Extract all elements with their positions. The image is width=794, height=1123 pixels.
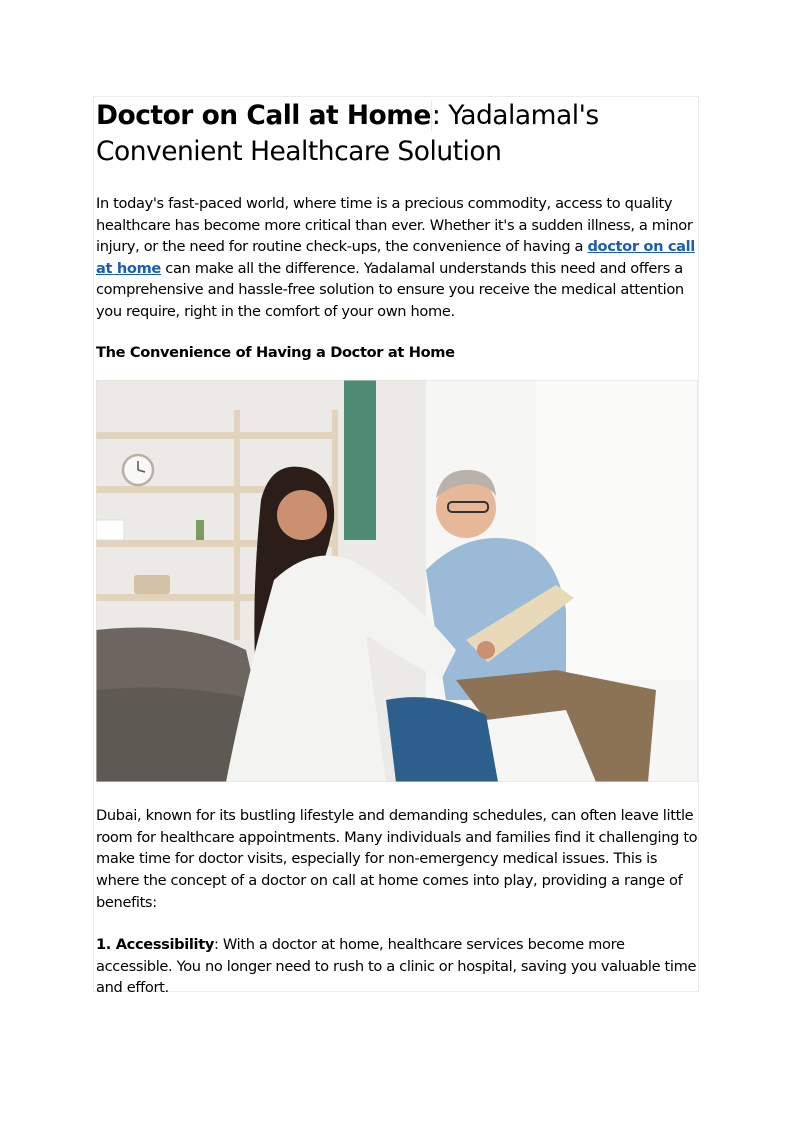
intro-text-after-link: can make all the difference. Yadalamal understands this need and offers a comprehensive and hassle-free solution to ensure you receive the medical attention you require, right in the comfort of your own home. [96,259,684,320]
section-heading: The Convenience of Having a Doctor at Home [96,343,455,361]
accessibility-label: 1. Accessibility [96,936,214,954]
doctor-on-call-link[interactable]: doctor on call at home [96,238,695,277]
intro-paragraph [96,193,698,323]
doctor-visit-photo [96,380,698,782]
accessibility-text: : With a doctor at home, healthcare services become more accessible. You no longer need to rush to a clinic or hospital, saving you valuable time and effort. [96,936,697,997]
accessibility-paragraph [96,934,698,999]
title-bold: Doctor on Call at Home [96,100,431,131]
article [96,98,698,999]
title-rest: : Yadalamal's Convenient Healthcare Solution [96,100,599,167]
dubai-paragraph: Dubai, known for its bustling lifestyle and demanding schedules, can often leave little room for healthcare appointments. Many individuals and families find it challenging to make time for doctor visits, especially for non-emergency medical issues. This is where the concept of a doctor on call at home comes into play, providing a range of benefits: [96,807,698,911]
page-title [96,98,698,170]
intro-text-before-link: In today's fast-paced world, where time is a precious commodity, access to quality healthcare has become more critical than ever. Whether it's a sudden illness, a minor injury, or the need for routine check-ups, the convenience of having a [96,195,693,256]
